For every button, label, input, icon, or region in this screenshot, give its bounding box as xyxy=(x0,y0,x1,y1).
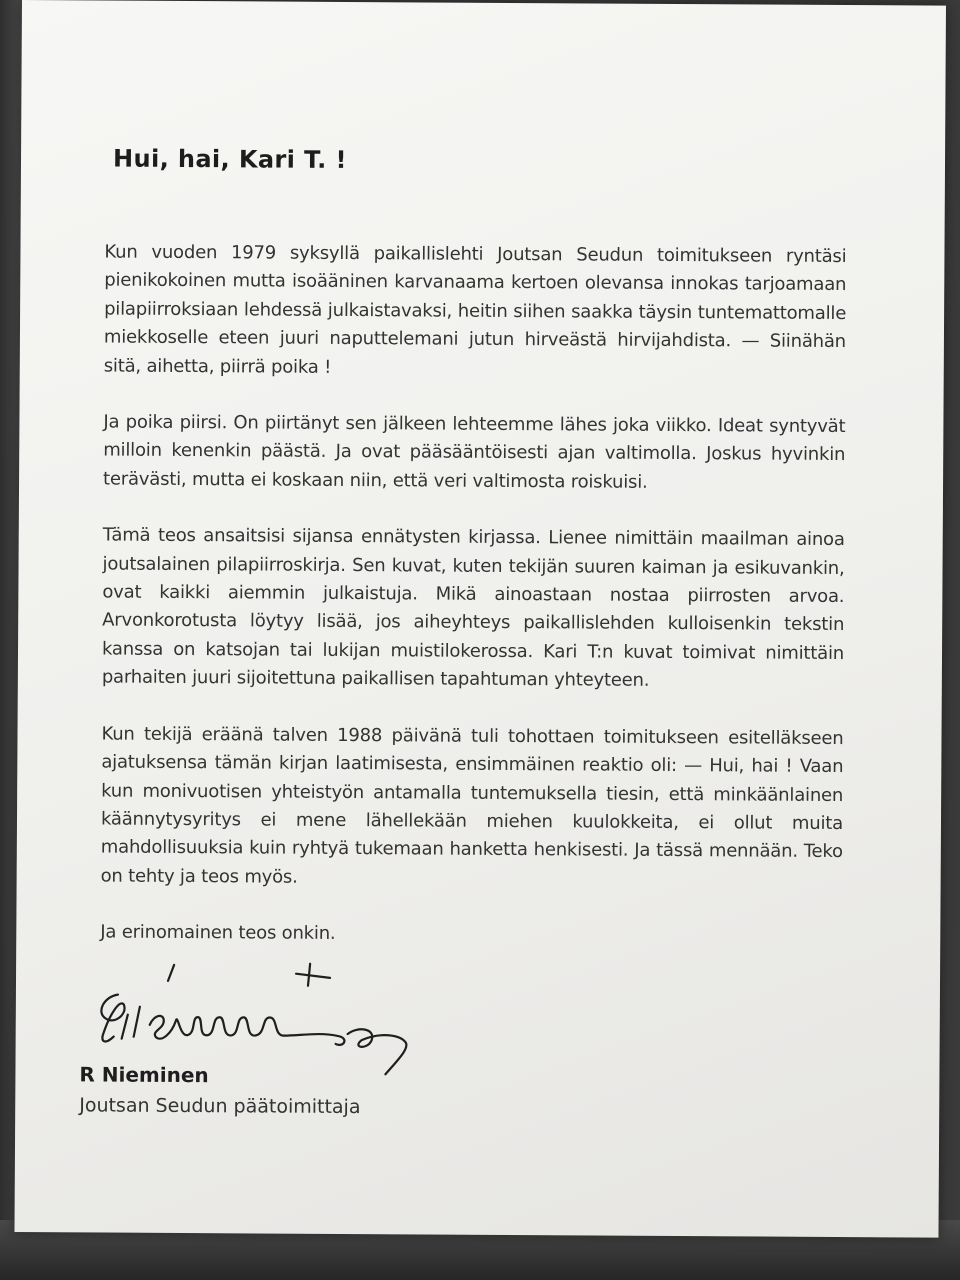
closing-line: Ja erinomainen teos onkin. xyxy=(100,921,336,945)
document-body xyxy=(100,239,846,980)
document-page xyxy=(14,0,946,1238)
signer-name: R Nieminen xyxy=(79,1062,209,1088)
signer-title: Joutsan Seudun päätoimittaja xyxy=(79,1094,361,1119)
paragraph-3: Tämä teos ansaitsisi sijansa ennätysten kirjassa. Lienee nimittäin maailman ainoa joutsalainen pilapiirroskirja. Sen kuvat, kuten tekijän suuren kaiman ja esikuvankin, ovat kaikki aiemmin julkaistuja. Mikä ainoastaan nostaa piirrosten arvoa. Arvonkorotusta löytyy lisää, jos aiheyhteys paikallislehden kulloisenkin tekstin kanssa on katsojan tai lukijan muistilokerossa. Kari T:n kuvat toimivat nimittäin parhaiten juuri sijoitettuna paikallisen tapahtuman yhteyteen. xyxy=(101,524,845,692)
paragraph-2: Ja poika piirsi. On piirtänyt sen jälkeen lehteemme lähes joka viikko. Ideat syntyvät milloin kenenkin päästä. Ja ovat pääsääntöisesti ajan valtimolla. Joskus hyvinkin terävästi, mutta ei koskaan niin, että veri valtimosta roiskuisi. xyxy=(103,411,846,493)
document-title: Hui, hai, Kari T. ! xyxy=(112,144,347,174)
paragraph-4: Kun tekijä eräänä talven 1988 päivänä tuli tohottaen toimitukseen esitelläkseen ajatuksensa tämän kirjan laatimisesta, ensimmäinen reaktio oli: — Hui, hai ! Vaan kun monivuotisen yhteistyön antamalla tuntemuksella tiesin, että minkäänlainen käännytysyritys ei mene lähellekään miehen kuulokkeita, ei ollut muita mahdollisuuksia kuin ryhtyä tukemaan hanketta henkisesti. Ja tässä mennään. Teko on tehty ja teos myös. xyxy=(100,723,844,888)
paragraph-1: Kun vuoden 1979 syksyllä paikallislehti Joutsan Seudun toimitukseen ryntäsi pienikokoinen mutta isoääninen karvanaama kertoen olevansa innokas tarjoamaan pilapiirroksiaan lehdessä julkaistavaksi, heitin siihen saakka täysin tuntemattomalle miekkoselle eteen juuri naputtelemani jutun hirveästä hirvijahdista. — Siinähän sitä, aihetta, piirrä poika ! xyxy=(103,241,847,378)
